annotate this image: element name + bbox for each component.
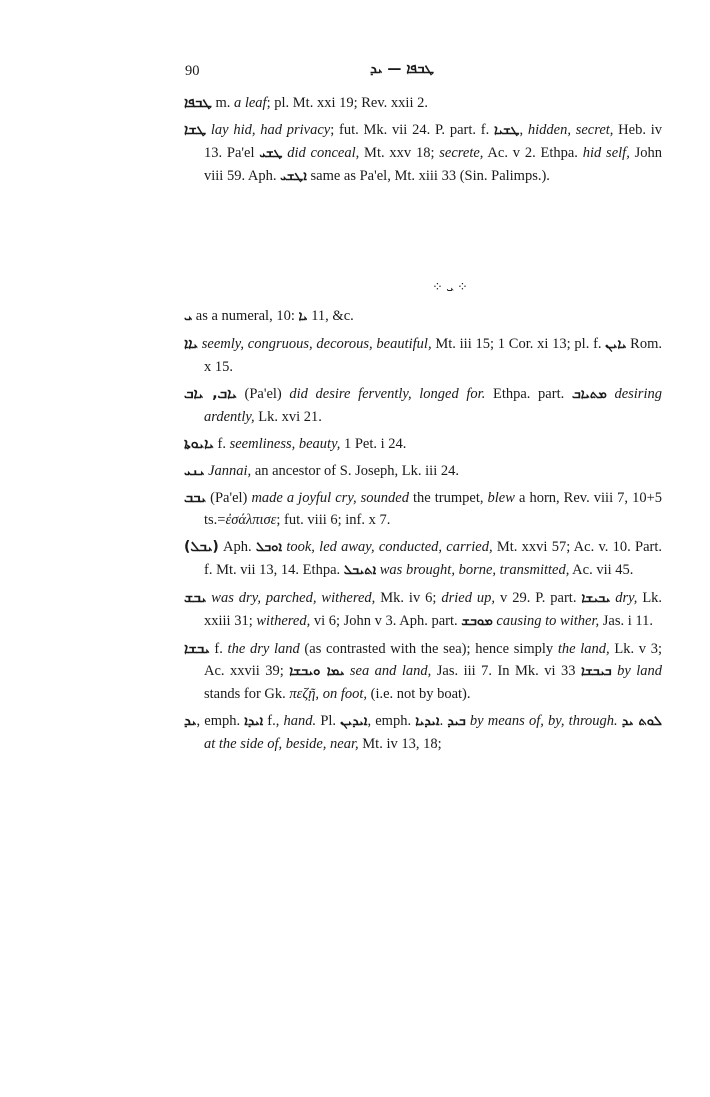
syriac-form: ܐܝܕܐ xyxy=(244,714,264,729)
dictionary-entry xyxy=(184,383,662,428)
dictionary-entry xyxy=(184,487,662,531)
definition-text: seemly, congruous, decorous, beautiful, xyxy=(201,336,432,352)
definition-text: dried up, xyxy=(441,590,496,606)
headword: ܝܐܒ, ܝܐܒ xyxy=(184,386,237,402)
entry-text: m. xyxy=(211,95,234,111)
syriac-form: ܝܐܝܢ xyxy=(605,337,627,352)
headword: ܝܒܫ xyxy=(184,590,207,606)
dictionary-entry xyxy=(184,333,662,378)
syriac-form: ܝܒܝܫܐ xyxy=(581,591,611,606)
headword: ܝܒܫܐ xyxy=(184,641,210,657)
syriac-form: ܐܬܝܒܠ xyxy=(343,563,377,578)
definition-text: lay hid, had privacy xyxy=(210,122,331,138)
syriac-form: ܡܬܝܐܒ xyxy=(571,387,607,402)
entry-text: 1 Pet. i 24. xyxy=(340,436,407,452)
syriac-form: ܡܘܒܫ xyxy=(461,614,493,629)
entry-text: Pl. xyxy=(316,713,341,729)
running-head: ܛܒܦܐ — ܝܕ xyxy=(370,61,435,77)
entry-text: f. xyxy=(213,436,230,452)
syriac-form: ܝܡܐ ܘܝܒܫܐ xyxy=(289,664,345,679)
entry-text: vi 6; John v 3. Aph. part. xyxy=(310,613,462,629)
entry-text: (i.e. not by boat). xyxy=(367,686,471,702)
dictionary-entry xyxy=(184,638,662,705)
syriac-form: ܠܘܬ ܝܕ xyxy=(621,714,663,729)
entry-text: Ac. vii 45. xyxy=(569,562,634,578)
syriac-form: ܒܝܕ xyxy=(447,714,466,729)
entry-text: Lk. xxiii 31; xyxy=(204,590,663,629)
definition-text: did conceal, xyxy=(287,145,360,161)
entries-top xyxy=(184,92,662,193)
greek-word: πεζῇ, xyxy=(289,686,320,702)
definition-text: did desire fervently, longed for. xyxy=(289,386,486,402)
definition-text: sea and land, xyxy=(349,663,432,679)
greek-word: ἐσάλπισε xyxy=(225,512,277,528)
entry-text: f., xyxy=(263,713,284,729)
definition-text: by land xyxy=(617,663,663,679)
definition-text: took, led away, conducted, carried, xyxy=(286,539,493,555)
entry-text: Jas. i 11. xyxy=(599,613,653,629)
entry-text: an ancestor of S. Joseph, Lk. iii 24. xyxy=(251,463,459,479)
definition-text: made a joyful cry, sounded xyxy=(251,490,409,506)
headword: ܛܒܦܐ xyxy=(184,95,212,111)
entry-text: 11, &c. xyxy=(307,308,354,324)
entry-text: (as contrasted with the sea); hence simply xyxy=(299,641,558,657)
definition-text: dry, xyxy=(615,590,638,606)
entry-text: , xyxy=(519,122,528,138)
page-number: 90 xyxy=(185,63,200,79)
definition-text: desiring ardently, xyxy=(204,386,662,425)
headword: (ܝܒܠ) xyxy=(184,539,219,555)
entry-text: Ethpa. part. xyxy=(485,386,572,402)
dictionary-entry xyxy=(184,305,662,328)
definition-text: on foot, xyxy=(322,686,367,702)
definition-text: withered, xyxy=(256,613,311,629)
entry-text: Heb. iv 13. Pa'el xyxy=(204,122,663,161)
entry-text: Ac. v 2. Ethpa. xyxy=(483,145,583,161)
entry-text: f. xyxy=(209,641,228,657)
entry-text: Mt. iv 13, 18; xyxy=(358,736,442,752)
syriac-form: ܛܫܝܐ xyxy=(493,123,520,138)
entry-text: ; pl. Mt. xxi 19; Rev. xxii 2. xyxy=(266,95,428,111)
entry-text: v 29. P. part. xyxy=(495,590,582,606)
headword: ܝܐܐ xyxy=(184,336,198,352)
entry-text: ; fut. Mk. vii 24. P. part. f. xyxy=(330,122,494,138)
section-ornament: ⁘ ܝ ⁘ xyxy=(432,279,468,294)
dictionary-entry xyxy=(184,587,662,633)
definition-text: Jannai, xyxy=(208,463,252,479)
headword: ܝܐܝܘܬܐ xyxy=(184,436,214,452)
headword: ܝ xyxy=(184,308,193,324)
dictionary-entry xyxy=(184,460,662,482)
entry-text: , emph. xyxy=(196,713,245,729)
headword: ܛܫܐ xyxy=(184,122,207,138)
entry-text: Lk. xvi 21. xyxy=(254,409,322,425)
syriac-form: ܛܫܝ xyxy=(259,146,283,161)
dictionary-entry xyxy=(184,119,662,188)
entry-text: (Pa'el) xyxy=(236,386,290,402)
entry-text: the trumpet, xyxy=(408,490,488,506)
headword: ܝܕ xyxy=(184,713,197,729)
definition-text: seemliness, beauty, xyxy=(229,436,341,452)
definition-text: at the side of, beside, near, xyxy=(204,736,359,752)
entry-text: as a numeral, 10: xyxy=(192,308,299,324)
syriac-form: ܐܛܫܝ xyxy=(280,169,307,184)
dictionary-entry xyxy=(184,536,662,582)
entry-text: John viii 59. Aph. xyxy=(204,145,663,184)
entry-text: , emph. xyxy=(367,713,416,729)
definition-text: secrete, xyxy=(439,145,484,161)
definition-text: the land, xyxy=(557,641,610,657)
definition-text: was brought, borne, transmitted, xyxy=(379,562,570,578)
entries-bottom xyxy=(184,305,662,760)
syriac-form: ܝܐ xyxy=(298,309,308,324)
definition-text: by means of, by, through. xyxy=(469,713,618,729)
entry-text: Mt. xxv 18; xyxy=(359,145,440,161)
dictionary-entry xyxy=(184,710,662,755)
dictionary-entry xyxy=(184,433,662,455)
entry-text: Mk. iv 6; xyxy=(375,590,442,606)
syriac-form: ܐܘܒܠ xyxy=(255,540,283,555)
definition-text: causing to wither, xyxy=(496,613,600,629)
definition-text: hidden, secret, xyxy=(527,122,614,138)
definition-text: hand. xyxy=(283,713,317,729)
entry-text: stands for Gk. xyxy=(204,686,290,702)
entry-text: Jas. iii 7. In Mk. vi 33 xyxy=(431,663,581,679)
entry-text: Lk. v 3; Ac. xxvii 39; xyxy=(204,641,662,679)
entry-text: Aph. xyxy=(218,539,256,555)
definition-text: a leaf xyxy=(233,95,267,111)
syriac-form: ܐܝܕܝܢ xyxy=(340,714,368,729)
entry-text: Mt. iii 15; 1 Cor. xi 13; pl. f. xyxy=(431,336,606,352)
entry-text: ; fut. viii 6; inf. x 7. xyxy=(276,512,391,528)
headword: ܝܢܝ xyxy=(184,463,205,479)
entry-text: a horn, Rev. viii 7, 10+5 ts.= xyxy=(204,490,662,528)
definition-text: the dry land xyxy=(227,641,300,657)
definition-text: hid self, xyxy=(582,145,630,161)
entry-text: . xyxy=(439,713,448,729)
headword: ܝܒܒ xyxy=(184,490,207,506)
entry-text: same as Pa'el, Mt. xiii 33 (Sin. Palimps.). xyxy=(306,168,550,184)
entry-text: (Pa'el) xyxy=(206,490,252,506)
syriac-form: ܐܝܕܝܐ xyxy=(415,714,440,729)
definition-text: was dry, parched, withered, xyxy=(211,590,376,606)
entry-text: Rom. x 15. xyxy=(204,336,663,375)
dictionary-entry xyxy=(184,92,662,114)
entry-text: Mt. xxvi 57; Ac. v. 10. Part. f. Mt. vii 13, 14. Ethpa. xyxy=(204,539,663,578)
syriac-form: ܒܝܒܫܐ xyxy=(580,664,612,679)
definition-text: blew xyxy=(487,490,515,506)
